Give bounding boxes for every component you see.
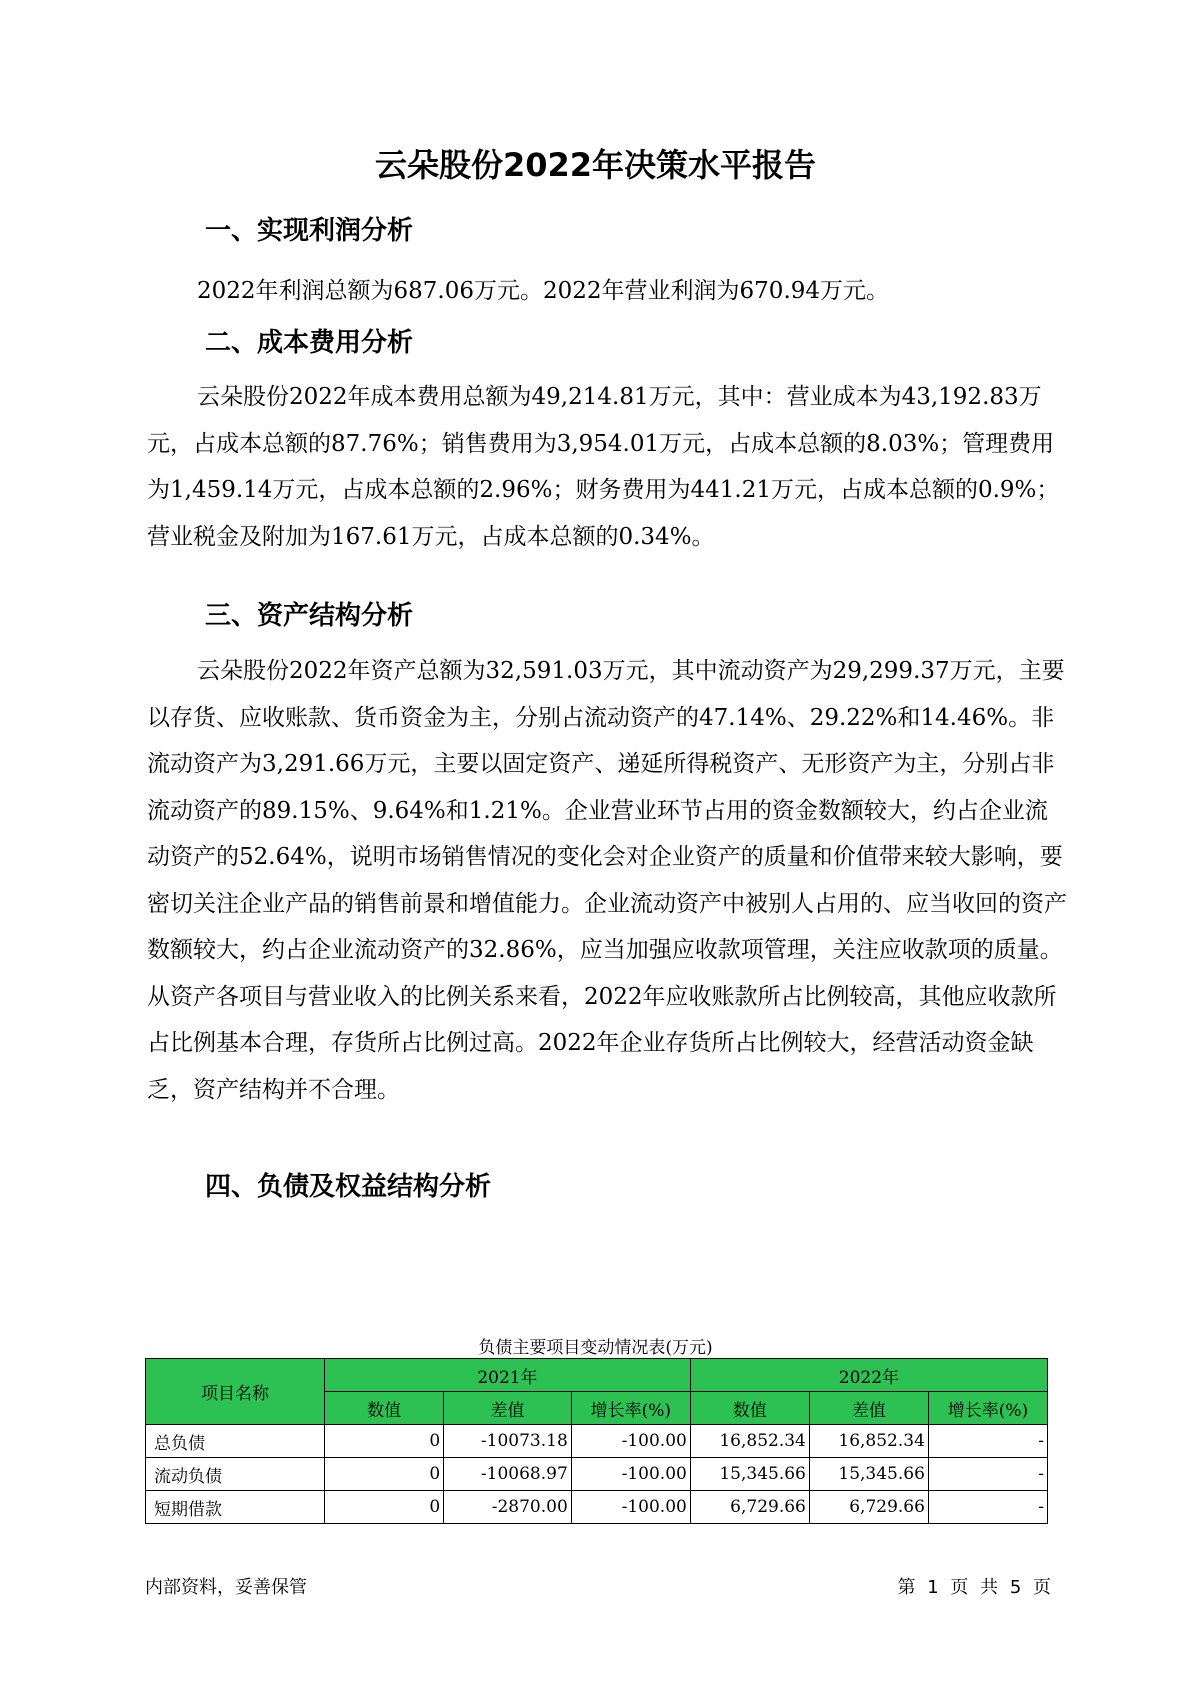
section-heading-profit: 一、实现利润分析 (205, 216, 414, 246)
cell-growth-2022: - (928, 1491, 1047, 1524)
subheader-value-2021: 数值 (325, 1392, 444, 1425)
cell-value-2022: 16,852.34 (690, 1425, 809, 1458)
section-heading-assets: 三、资产结构分析 (205, 601, 414, 631)
section-heading-liabilities: 四、负债及权益结构分析 (205, 1172, 492, 1202)
cell-growth-2022: - (928, 1425, 1047, 1458)
header-year-2022: 2022年 (690, 1359, 1047, 1392)
paragraph-assets: 云朵股份2022年资产总额为32,591.03万元，其中流动资产为29,299.37万元，主要以存货、应收账款、货币资金为主，分别占流动资产的47.14%、29.22%和14.46%。非流动资产为3,291.66万元，主要以固定资产、递延所得税资产、无形资产为主，分别占非流动资产的89.15%、9.64%和1.21%。企业营业环节占用的资金数额较大，约占企业流动资产的52.64%，说明市场销售情况的变化会对企业资产的质量和价值带来较大影响，要密切关注企业产品的销售前景和增值能力。企业流动资产中被别人占用的、应当收回的资产数额较大，约占企业流动资产的32.86%，应当加强应收款项管理，关注应收款项的质量。从资产各项目与营业收入的比例关系来看，2022年应收账款所占比例较高，其他应收款所占比例基本合理，存货所占比例过高。2022年企业存货所占比例较大，经营活动资金缺乏，资产结构并不合理。 (147, 658, 1067, 1103)
section-heading-cost: 二、成本费用分析 (205, 328, 414, 358)
subheader-growth-2021: 增长率(%) (571, 1392, 690, 1425)
liabilities-table (145, 1358, 1048, 1524)
paragraph-cost: 云朵股份2022年成本费用总额为49,214.81万元，其中：营业成本为43,192.83万元，占成本总额的87.76%；销售费用为3,954.01万元，占成本总额的8.03%；管理费用为1,459.14万元，占成本总额的2.96%；财务费用为441.21万元，占成本总额的0.9%；营业税金及附加为167.61万元，占成本总额的0.34%。 (147, 384, 1060, 550)
header-year-2021: 2021年 (325, 1359, 691, 1392)
cell-growth-2021: -100.00 (571, 1458, 690, 1491)
page-title: 云朵股份2022年决策水平报告 (374, 146, 817, 184)
cell-value-2022: 15,345.66 (690, 1458, 809, 1491)
subheader-value-2022: 数值 (690, 1392, 809, 1425)
table-row (146, 1425, 1048, 1458)
cell-diff-2022: 15,345.66 (809, 1458, 928, 1491)
cell-diff-2021: -10073.18 (444, 1425, 572, 1458)
table-header-row (146, 1359, 1048, 1392)
subheader-diff-2022: 差值 (809, 1392, 928, 1425)
cell-value-2021: 0 (325, 1425, 444, 1458)
cell-growth-2022: - (928, 1458, 1047, 1491)
table-row (146, 1491, 1048, 1524)
cell-value-2021: 0 (325, 1491, 444, 1524)
subheader-growth-2022: 增长率(%) (928, 1392, 1047, 1425)
cell-diff-2021: -10068.97 (444, 1458, 572, 1491)
footer-page-number: 第 1 页 共 5 页 (897, 1577, 1051, 1598)
subheader-diff-2021: 差值 (444, 1392, 572, 1425)
cell-diff-2022: 6,729.66 (809, 1491, 928, 1524)
cell-growth-2021: -100.00 (571, 1425, 690, 1458)
cell-diff-2021: -2870.00 (444, 1491, 572, 1524)
cell-value-2021: 0 (325, 1458, 444, 1491)
row-name: 总负债 (146, 1425, 325, 1458)
header-item-name: 项目名称 (146, 1359, 325, 1425)
footer-confidential-note: 内部资料，妥善保管 (145, 1577, 307, 1598)
cell-diff-2022: 16,852.34 (809, 1425, 928, 1458)
paragraph-profit: 2022年利润总额为687.06万元。2022年营业利润为670.94万元。 (197, 278, 890, 304)
row-name: 流动负债 (146, 1458, 325, 1491)
cell-growth-2021: -100.00 (571, 1491, 690, 1524)
table-caption: 负债主要项目变动情况表(万元) (478, 1338, 713, 1358)
table-row (146, 1458, 1048, 1491)
row-name: 短期借款 (146, 1491, 325, 1524)
cell-value-2022: 6,729.66 (690, 1491, 809, 1524)
